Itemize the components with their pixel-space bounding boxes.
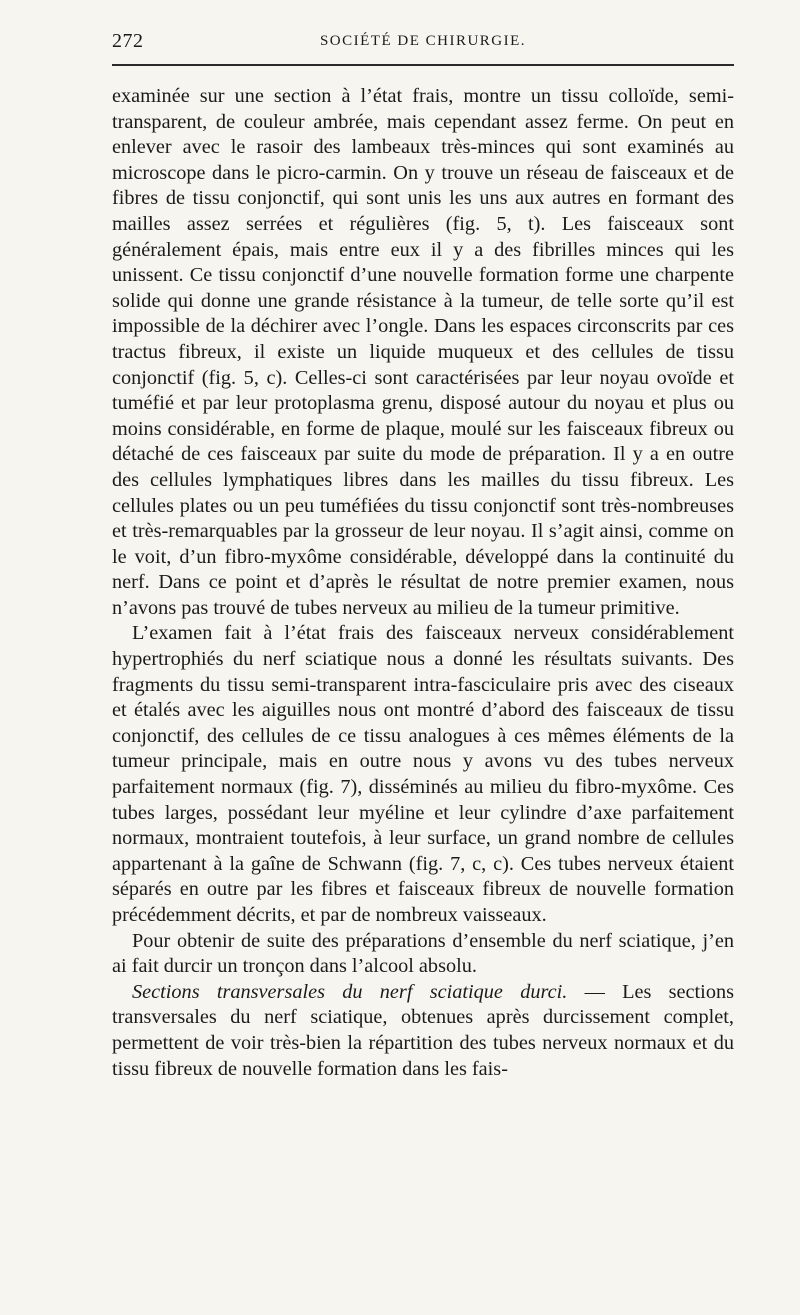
paragraph-continued: examinée sur une section à l’état frais, montre un tissu colloïde, semi-transparent, de couleur ambrée, mais cependant assez ferme. On peut en enlever avec le rasoir des lambeaux très-minces qui sont examinés au microscope dans le picro-carmin. On y trouve un réseau de faisceaux et de fibres de tissu conjonctif, qui sont unis les uns aux autres en formant des mailles assez serrées et régulières (fig. 5, t). Les faisceaux sont généralement épais, mais entre eux il y a des fibrilles minces qui les unissent. Ce tissu conjonctif d’une nouvelle formation forme une charpente solide qui donne une grande résistance à la tumeur, de telle sorte qu’il est impossible de la déchirer avec l’ongle. Dans les espaces circonscrits par ces tractus fibreux, il existe un liquide muqueux et des cellules de tissu conjonctif (fig. 5, c). Celles-ci sont caractérisées par leur noyau ovoïde et tuméfié et par leur protoplasma grenu, disposé autour du noyau et plus ou moins considérable, en forme de plaque, moulé sur les faisceaux fibreux ou détaché de ces faisceaux par suite du mode de préparation. Il y a en outre des cellules lymphatiques libres dans les mailles du tissu fibreux. Les cellules plates ou un peu tuméfiées du tissu conjonctif sont très-nombreuses et très-remarquables par la grosseur de leur noyau. Il s’agit ainsi, comme on le voit, d’un fibro-myxôme considérable, développé dans la continuité du nerf. Dans ce point et d’après le résultat de notre premier examen, nous n’avons pas trouvé de tubes nerveux au milieu de la tumeur primitive.	[112, 85, 734, 619]
header-rule	[112, 64, 734, 66]
section-text: — Les sections transversales du nerf sciatique, obtenues après durcissement complet, permettent de voir très-bien la répartition des tubes nerveux normaux et du tissu fibreux de nouvelle formation dans les fais-	[112, 980, 734, 1080]
body-text	[112, 84, 734, 1082]
page-number: 272	[112, 30, 144, 52]
section-heading: Sections transversales du nerf sciatique durci.	[132, 980, 568, 1003]
running-title: SOCIÉTÉ DE CHIRURGIE.	[319, 33, 527, 49]
paragraph-hardening: Pour obtenir de suite des préparations d’ensemble du nerf sciatique, j’en ai fait durcir un tronçon dans l’alcool absolu.	[112, 929, 734, 978]
running-head	[112, 30, 734, 58]
paragraph-transverse-sections	[112, 980, 734, 1082]
paragraph-sciatic-exam: L’examen fait à l’état frais des faisceaux nerveux considérablement hypertrophiés du nerf sciatique nous a donné les résultats suivants. Des fragments du tissu semi-transparent intra-fasciculaire pris avec des ciseaux et étalés avec les aiguilles nous ont montré d’abord des faisceaux de tissu conjonctif, des cellules de ce tissu analogues à ces mêmes éléments de la tumeur principale, mais en outre nous y avons vu des tubes nerveux parfaitement normaux (fig. 7), disséminés au milieu du fibro-myxôme. Ces tubes larges, possédant leur myéline et leur cylindre d’axe parfaitement normaux, montraient toutefois, à leur surface, un grand nombre de cellules appartenant à la gaîne de Schwann (fig. 7, c, c). Ces tubes nerveux étaient séparés en outre par les fibres et faisceaux fibreux de nouvelle formation précédemment décrits, et par de nombreux vaisseaux.	[112, 622, 734, 926]
